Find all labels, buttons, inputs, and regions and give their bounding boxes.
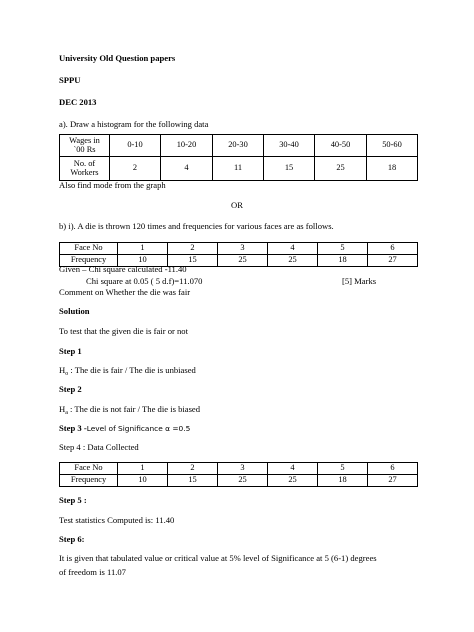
frequency-cell: 27 xyxy=(368,255,418,267)
face-cell: 6 xyxy=(368,243,418,255)
face-cell: 5 xyxy=(318,463,368,475)
frequency-header-cell: Frequency xyxy=(60,475,118,487)
face-cell: 6 xyxy=(368,463,418,475)
frequency-cell: 25 xyxy=(268,475,318,487)
face-cell: 4 xyxy=(268,463,318,475)
workers-header-line2: Workers xyxy=(70,167,99,177)
face-row xyxy=(60,243,418,255)
wage-range-cell: 40-50 xyxy=(315,135,367,157)
face-header-cell: Face No xyxy=(60,463,118,475)
face-cell: 2 xyxy=(168,243,218,255)
workers-count-cell: 18 xyxy=(367,157,418,181)
collected-data-table xyxy=(59,462,418,487)
step3-line xyxy=(59,424,190,434)
question-b-prompt: b) i). A die is thrown 120 times and frequencies for various faces are as follows. xyxy=(59,221,334,231)
frequency-row xyxy=(60,475,418,487)
step3-heading: Step 3 - xyxy=(59,423,87,433)
tabulated-value-line1: It is given that tabulated value or critical value at 5% level of Significance at 5 (6-1) degrees xyxy=(59,553,377,563)
workers-header-line1: No. of xyxy=(73,158,96,168)
frequency-cell: 25 xyxy=(268,255,318,267)
face-cell: 1 xyxy=(118,243,168,255)
tabulated-value-line2: of freedom is 11.07 xyxy=(59,567,126,577)
null-hypothesis xyxy=(59,366,196,378)
face-cell: 3 xyxy=(218,243,268,255)
face-header-cell: Face No xyxy=(60,243,118,255)
marks-label: [5] Marks xyxy=(342,276,377,286)
given-chi-square: Given – Chi square calculated -11.40 xyxy=(59,264,187,274)
frequency-cell: 18 xyxy=(318,255,368,267)
h0-symbol: H xyxy=(59,365,66,375)
header-session: DEC 2013 xyxy=(59,97,97,107)
face-cell: 4 xyxy=(268,243,318,255)
or-separator: OR xyxy=(231,200,243,210)
frequency-cell: 25 xyxy=(218,255,268,267)
header-university: SPPU xyxy=(59,75,81,85)
solution-intro: To test that the given die is fair or not xyxy=(59,326,188,336)
test-statistic: Test statistics Computed is: 11.40 xyxy=(59,515,175,525)
ha-text: : The die is not fair / The die is biased xyxy=(67,404,201,414)
frequency-cell: 15 xyxy=(168,475,218,487)
alt-hypothesis xyxy=(59,405,200,417)
wages-header-cell xyxy=(60,135,110,157)
question-a-prompt: a). Draw a histogram for the following data xyxy=(59,119,209,129)
frequency-cell: 27 xyxy=(368,475,418,487)
wages-row xyxy=(60,135,418,157)
ha-subscript: a xyxy=(65,410,68,416)
frequency-cell: 25 xyxy=(218,475,268,487)
wage-range-cell: 10-20 xyxy=(161,135,213,157)
workers-count-cell: 25 xyxy=(315,157,367,181)
face-cell: 1 xyxy=(118,463,168,475)
chi-square-table-value: Chi square at 0.05 ( 5 d.f)=11.070 xyxy=(86,276,203,286)
wage-range-cell: 50-60 xyxy=(367,135,418,157)
step6-heading: Step 6: xyxy=(59,534,85,544)
wage-range-cell: 0-10 xyxy=(110,135,161,157)
step2-heading: Step 2 xyxy=(59,384,82,394)
face-cell: 5 xyxy=(318,243,368,255)
step1-heading: Step 1 xyxy=(59,346,82,356)
ha-symbol: H xyxy=(59,404,66,414)
frequency-header-cell: Frequency xyxy=(60,255,118,267)
step5-heading: Step 5 : xyxy=(59,495,87,505)
frequency-cell: 15 xyxy=(168,255,218,267)
face-cell: 2 xyxy=(168,463,218,475)
wages-header-line2: `00 Rs xyxy=(73,144,96,154)
question-b-comment: Comment on Whether the die was fair xyxy=(59,287,191,297)
header-title: University Old Question papers xyxy=(59,53,176,63)
workers-count-cell: 2 xyxy=(110,157,161,181)
face-cell: 3 xyxy=(218,463,268,475)
frequency-cell: 10 xyxy=(118,475,168,487)
frequency-cell: 18 xyxy=(318,475,368,487)
workers-count-cell: 15 xyxy=(264,157,315,181)
wage-range-cell: 30-40 xyxy=(264,135,315,157)
face-row xyxy=(60,463,418,475)
step3-significance: Level of Significance α =0.5 xyxy=(86,424,191,433)
workers-row xyxy=(60,157,418,181)
workers-count-cell: 4 xyxy=(161,157,213,181)
wages-header-line1: Wages in xyxy=(69,135,100,145)
wages-table xyxy=(59,134,418,181)
workers-count-cell: 11 xyxy=(213,157,264,181)
question-a-followup: Also find mode from the graph xyxy=(59,180,166,190)
h0-subscript: o xyxy=(65,371,69,377)
frequency-cell: 10 xyxy=(118,255,168,267)
step4-heading: Step 4 : Data Collected xyxy=(59,442,139,452)
wage-range-cell: 20-30 xyxy=(213,135,264,157)
h0-text: : The die is fair / The die is unbiased xyxy=(68,365,196,375)
solution-heading: Solution xyxy=(59,306,90,316)
workers-header-cell xyxy=(60,157,110,181)
